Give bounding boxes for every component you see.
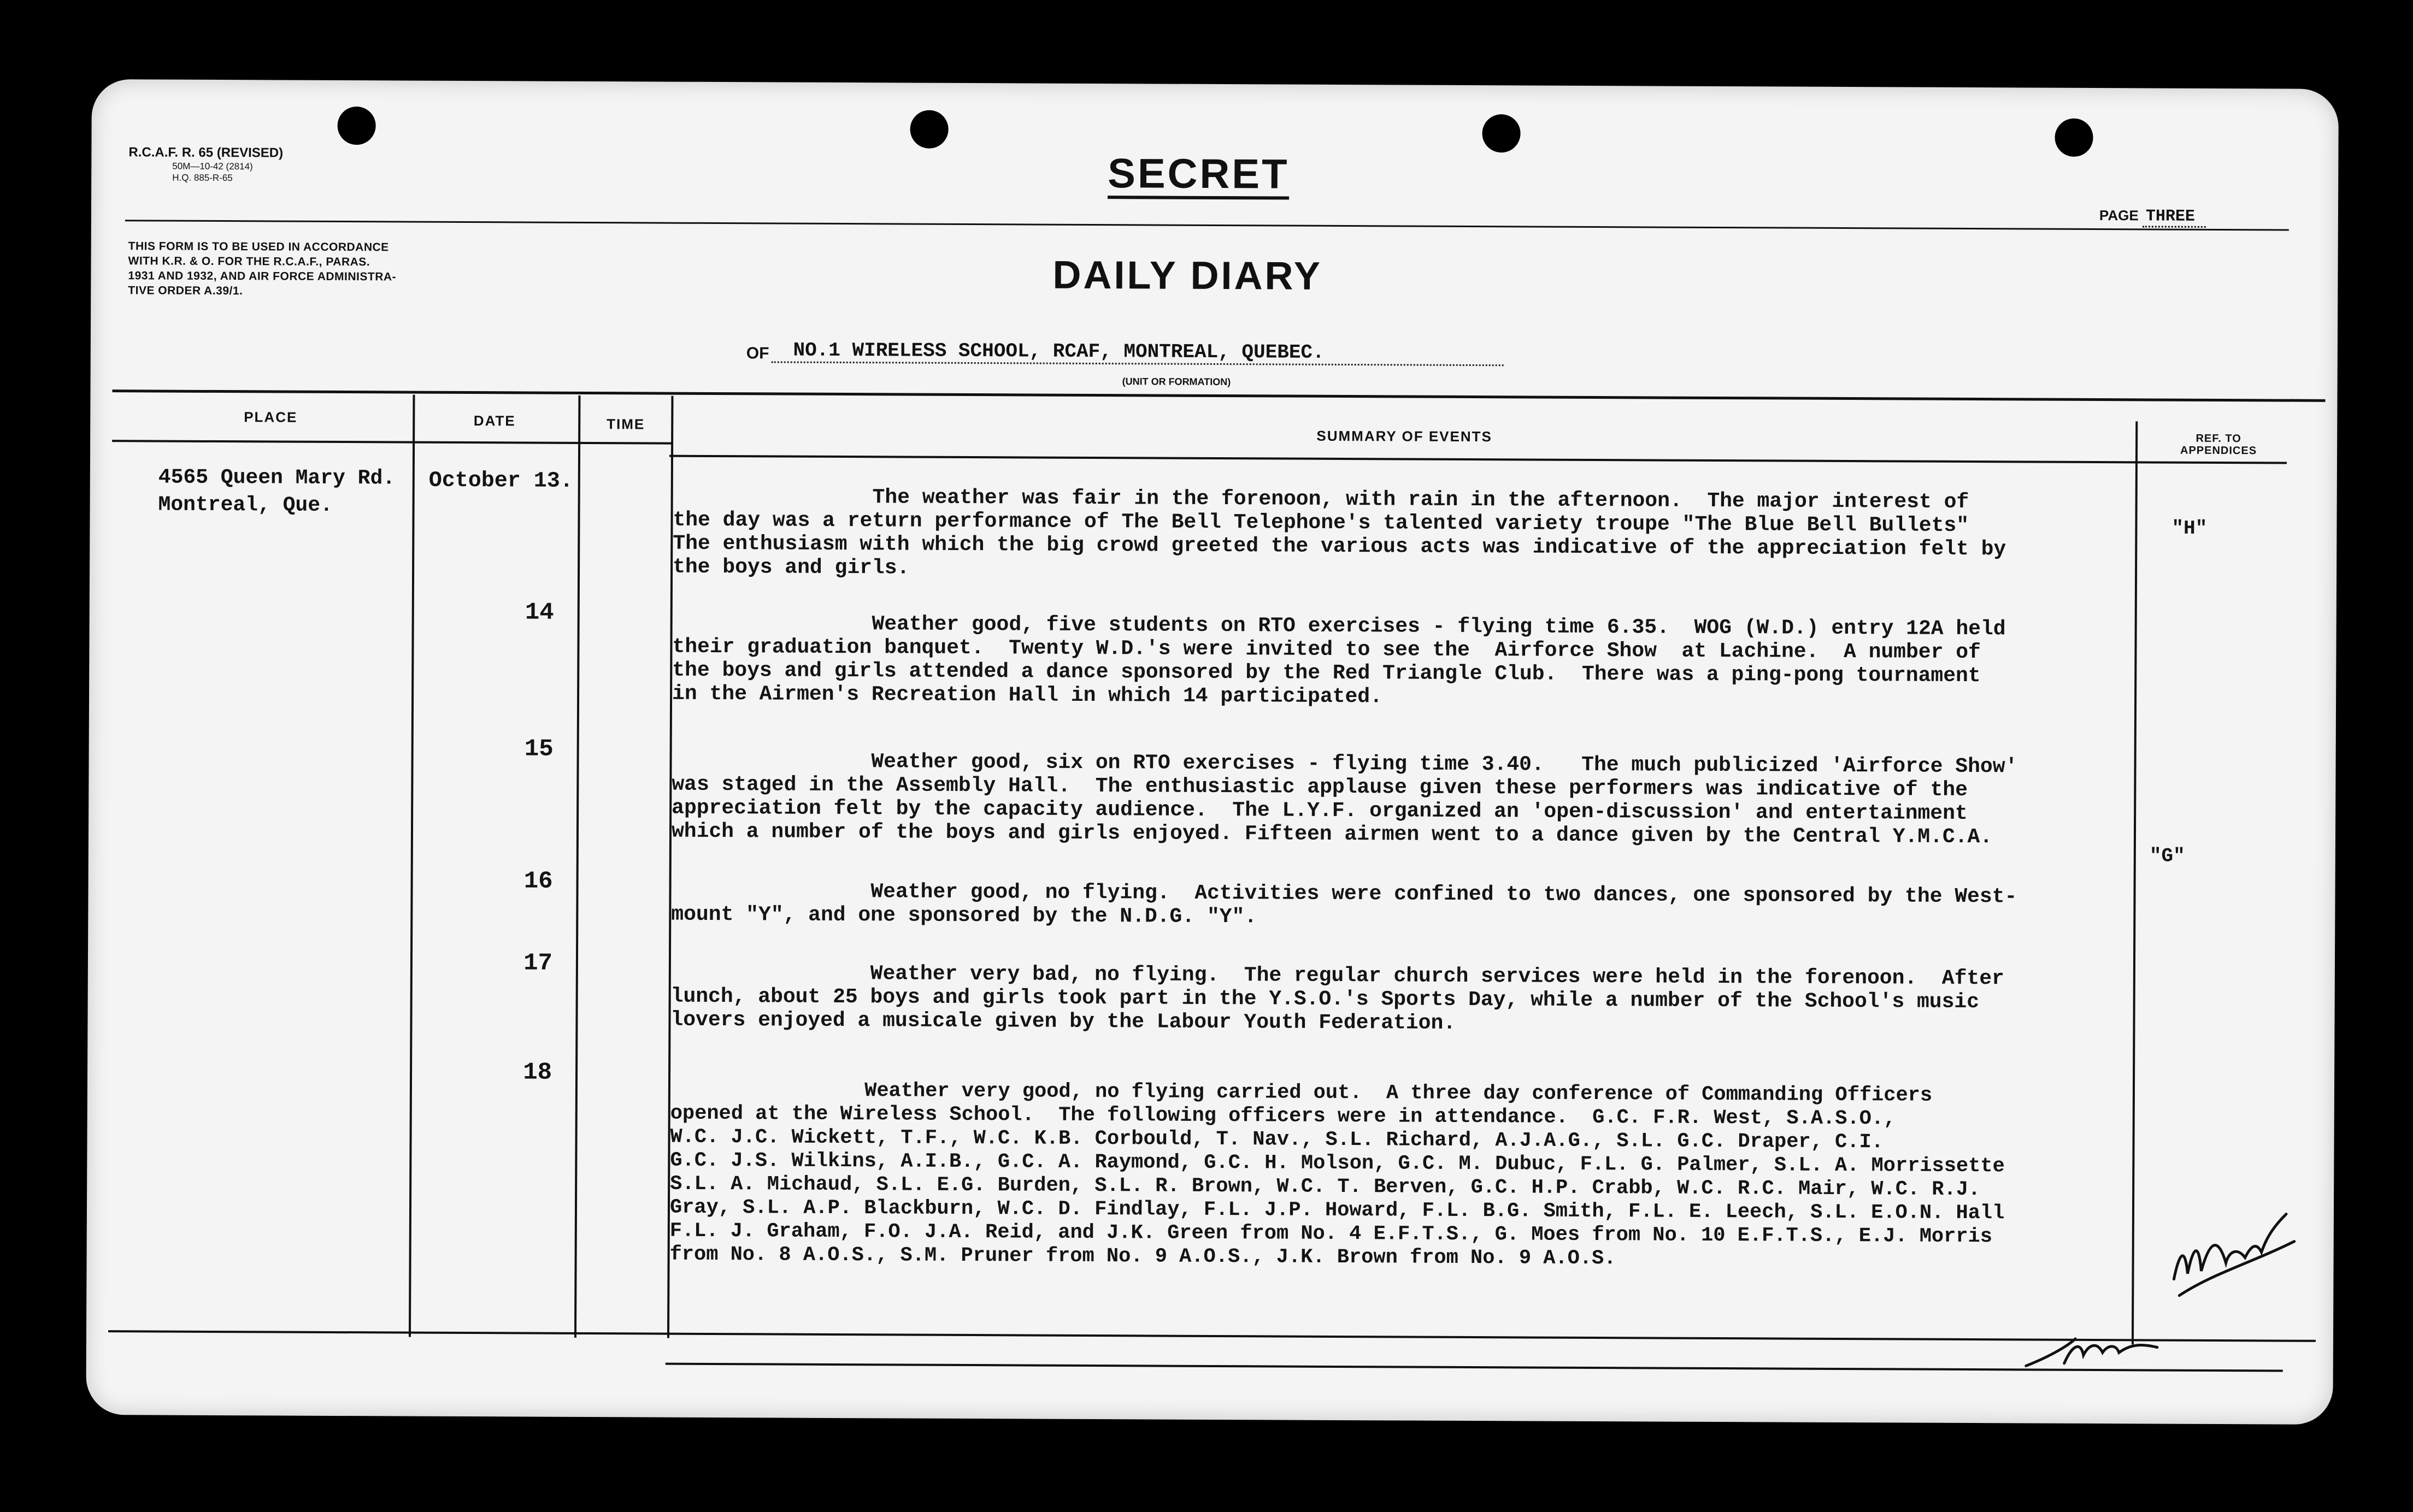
entry-date: 17	[523, 949, 553, 977]
entry-summary: Weather very bad, no flying. The regular church services were held in the forenoon. After lunch, about 25 boys and girls took part in the Y.S.O.'s Sports Day, while a number of the School's music lovers enjoyed a musicale given by the Labour Youth Federation.	[670, 961, 2004, 1035]
table-top-rule	[112, 389, 2325, 402]
handwritten-signature	[2021, 1322, 2185, 1377]
column-header-time: TIME	[607, 416, 645, 433]
entry-appendix-ref: "H"	[2171, 517, 2208, 540]
usage-note-line: WITH K.R. & O. FOR THE R.C.A.F., PARAS.	[128, 255, 370, 269]
entry-date: 14	[525, 599, 554, 627]
diary-form-card	[86, 79, 2339, 1425]
punch-hole	[337, 107, 375, 145]
entry-date: 16	[523, 867, 553, 895]
punch-hole	[1482, 114, 1520, 152]
page-label: PAGE	[2099, 207, 2139, 224]
place-line: 4565 Queen Mary Rd.	[158, 465, 396, 491]
punch-hole	[910, 110, 948, 149]
unit-name: NO.1 WIRELESS SCHOOL, RCAF, MONTREAL, QUEBEC.	[771, 339, 1503, 366]
column-divider	[409, 395, 415, 1337]
entry-date: 18	[523, 1059, 552, 1086]
place-line: Montreal, Que.	[158, 493, 333, 517]
form-code	[128, 145, 283, 184]
column-header-summary: SUMMARY OF EVENTS	[1316, 427, 1492, 445]
of-label: OF	[746, 344, 769, 363]
usage-note-line: 1931 AND 1932, AND AIR FORCE ADMINISTRA-	[128, 269, 397, 284]
entry-summary: Weather very good, no flying carried out. A three day conference of Commanding Officers opened at the Wireless School. The following officers were in attendance. G.C. F.R. West, S.A.S.O., W.C. J.C. Wickett, T.F., W.C. K.B. Corbould, T. Nav., S.L. Richard, A.J.A.G., S.L. G.C. Draper, C.I. G.C. J.S. Wilkins, A.I.B., G.C. A. Raymond, G.C. H. Molson, G.C. M. Dubuc, F.L. G. Palmer, S.L. A. Morrissette S.L. A. Michaud, S.L. E.G. Burden, S.L. R. Brown, W.C. T. Berven, G.C. H.P. Crabb, W.C. R.C. Mair, W.C. R.J. Gray, S.L. A.P. Blackburn, W.C. D. Findlay, F.L. J.P. Howard, F.L. B.G. Smith, F.L. E. Leech, S.L. E.O.N. Hall F.L. J. Graham, F.O. J.A. Reid, and J.K. Green from No. 4 E.F.T.S., G. Moes from No. 10 E.F.T.S., E.J. Morris from No. 8 A.O.S., S.M. Pruner from No. 9 A.O.S., J.K. Brown from No. 9 A.O.S.	[669, 1078, 2005, 1271]
classification-label: SECRET	[1108, 152, 1290, 199]
column-divider	[574, 395, 581, 1338]
table-header-rule-left	[112, 440, 672, 444]
column-header-ref-line: APPENDICES	[2180, 444, 2257, 457]
entry-summary: Weather good, six on RTO exercises - flying time 3.40. The much publicized 'Airforce Show' was staged in the Assembly Hall. The enthusiastic applause given these performers was indicative of the appreciation felt by the capacity audience. The L.Y.F. organized an 'open-discussion' and entertainment which a number of the boys and girls enjoyed. Fifteen airmen went to a dance given by the Central Y.M.C.A.	[671, 749, 2018, 849]
page-indicator	[2099, 207, 2206, 226]
column-header-place: PLACE	[244, 409, 298, 426]
handwritten-initials	[2163, 1203, 2305, 1302]
form-code-line: 50M—10-42 (2814)	[172, 161, 253, 172]
column-header-ref	[2137, 432, 2300, 457]
usage-note-line: TIVE ORDER A.39/1.	[128, 284, 243, 298]
entry-summary: Weather good, five students on RTO exercises - flying time 6.35. WOG (W.D.) entry 12A held their graduation banquet. Twenty W.D.'s were invited to see the Airforce Show at Lachine. A number of the boys and girls attended a dance sponsored by the Red Triangle Club. There was a ping-pong tournament in the Airmen's Recreation Hall in which 14 participated.	[672, 611, 2006, 709]
form-code-line: R.C.A.F. R. 65 (REVISED)	[128, 145, 284, 161]
form-code-line: H.Q. 885-R-65	[172, 172, 233, 184]
unit-line	[746, 339, 1566, 375]
entry-summary: The weather was fair in the forenoon, with rain in the afternoon. The major interest of the day was a return performance of The Bell Telephone's talented variety troupe "The Blue Bell Bullets" The enthusiasm with which the big crowd greeted the various acts was indicative of the appreciation felt by the boys and girls.	[673, 485, 2006, 580]
column-header-date: DATE	[473, 412, 516, 429]
entry-date: October 13.	[428, 468, 573, 494]
header-rule	[125, 220, 2289, 231]
table-bottom-rule	[108, 1330, 2316, 1342]
page-value: THREE	[2143, 207, 2206, 228]
punch-hole	[2055, 119, 2093, 157]
place-cell	[158, 464, 395, 520]
entry-summary: Weather good, no flying. Activities were confined to two dances, one sponsored by the West- mount "Y", and one sponsored by the N.D.G. "Y".	[671, 879, 2017, 929]
form-title: DAILY DIARY	[1052, 253, 1323, 298]
entry-appendix-ref: "G"	[2149, 844, 2185, 867]
usage-note	[128, 239, 396, 299]
table-header-rule	[669, 455, 2287, 464]
unit-caption: (UNIT OR FORMATION)	[1122, 376, 1231, 388]
column-header-ref-line: REF. TO	[2196, 432, 2241, 445]
entry-date: 15	[524, 735, 554, 763]
usage-note-line: THIS FORM IS TO BE USED IN ACCORDANCE	[128, 240, 389, 254]
